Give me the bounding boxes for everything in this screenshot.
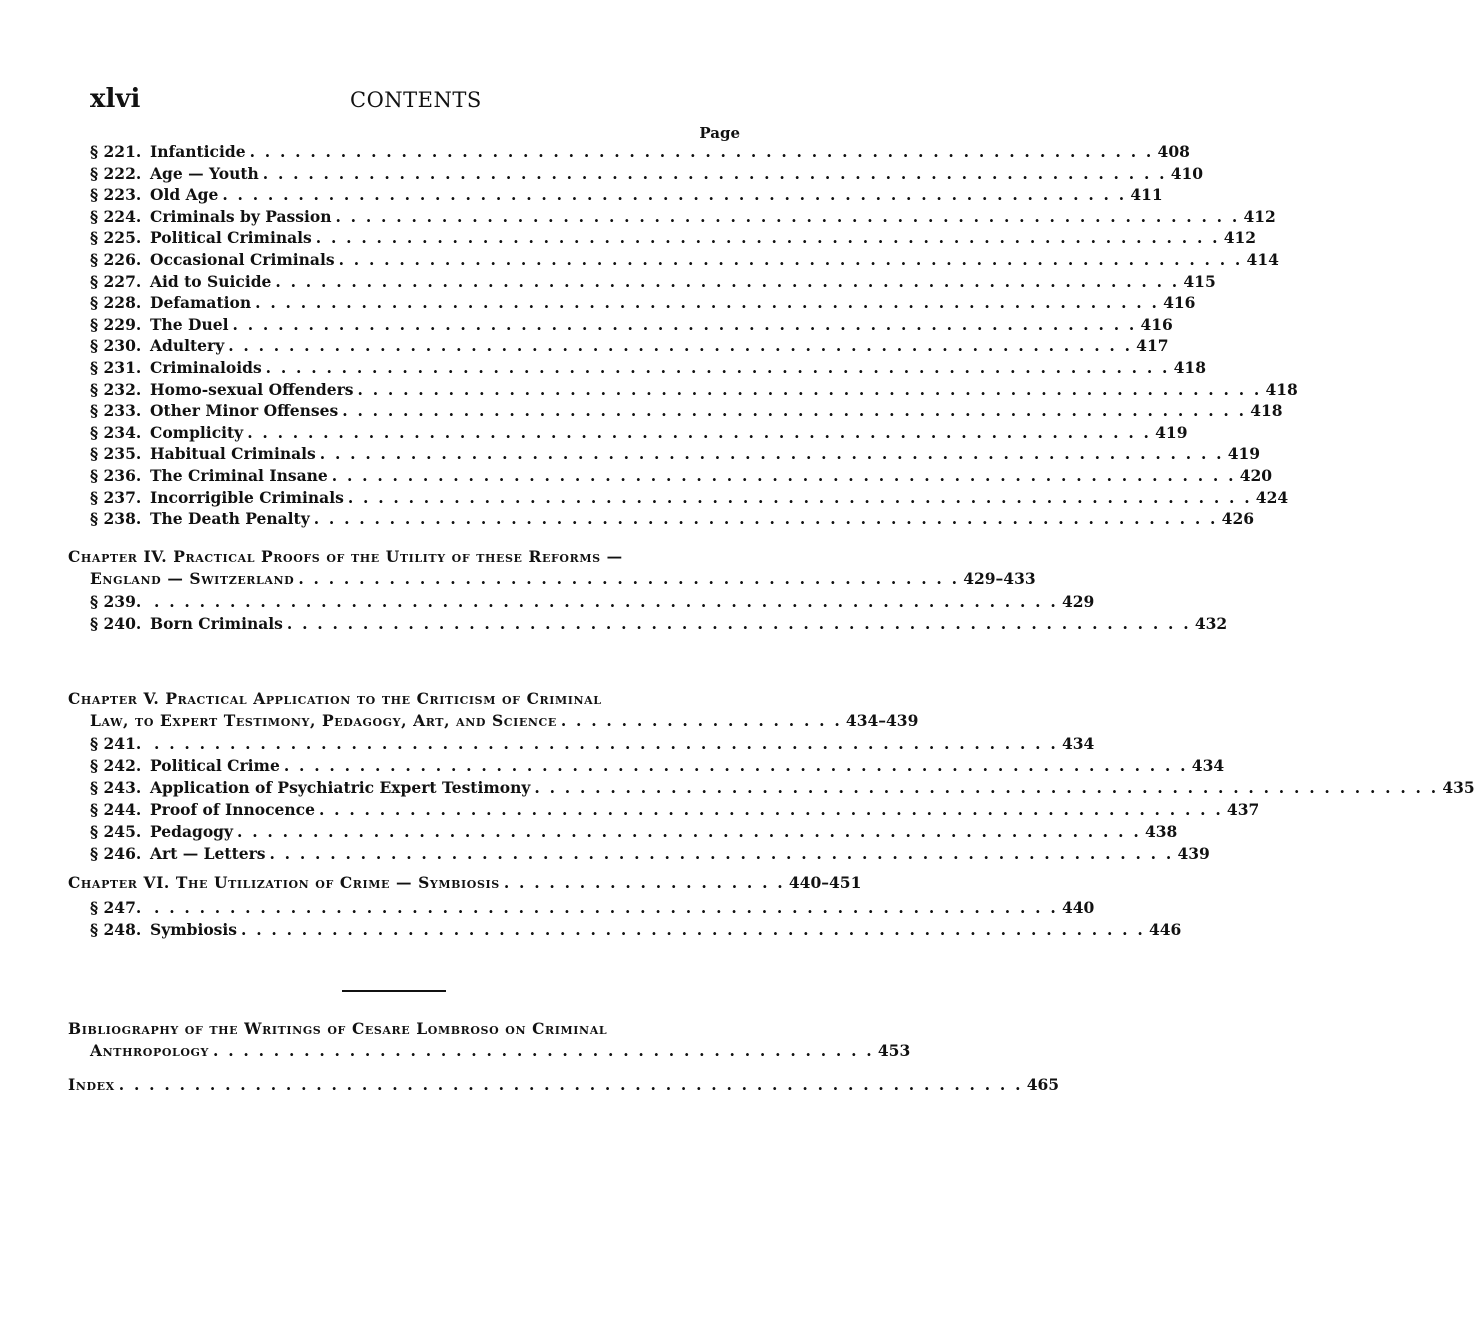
section-number: § 242. xyxy=(90,756,142,775)
toc-entry xyxy=(90,734,1095,756)
leader-dots: . . . . . . . . . . . . . . . . . . . . . . . . . . . . . . . . . . . . . . . . . . . . . . . . . . . . . . . . . . . . xyxy=(255,293,1160,313)
bibliography-title-line2 xyxy=(68,1040,911,1062)
chapter-6-pages: 440–451 xyxy=(788,873,862,892)
section-title: Incorrigible Criminals xyxy=(150,487,344,507)
page-number: 439 xyxy=(1177,844,1210,863)
bibliography-title-line1: Bibliography of the Writings of Cesare Lombroso on Criminal xyxy=(68,1019,608,1038)
section-title: Adultery xyxy=(150,336,225,356)
page-number: 410 xyxy=(1170,163,1204,183)
toc-entry xyxy=(90,444,1261,466)
page-number: 434 xyxy=(1061,734,1095,753)
page-number: 446 xyxy=(1148,920,1182,939)
page-number: 416 xyxy=(1163,293,1196,313)
section-title: Aid to Suicide xyxy=(150,271,272,291)
leader-dots: . . . . . . . . . . . . . . . . . . . . . . . . . . . . . . . . . . . . . . . . . . . . . . . . . . . . . . . . . . . . xyxy=(249,142,1154,161)
chapter-4-heading xyxy=(68,546,1036,590)
section-title: Born Criminals xyxy=(150,614,283,633)
chapter-5-title-line1: Chapter V. Practical Application to the Criticism of Criminal xyxy=(68,689,602,708)
toc-entry xyxy=(90,509,1255,531)
section-number: § 222. xyxy=(90,163,142,183)
page-number: 440 xyxy=(1061,898,1095,917)
section-title: Symbiosis xyxy=(150,920,238,939)
toc-entry xyxy=(90,401,1283,423)
section-number: § 231. xyxy=(90,358,142,377)
section-title: The Criminal Insane xyxy=(150,466,328,485)
chapter-4-title-line2 xyxy=(68,568,1036,590)
section-title: Criminaloids xyxy=(150,358,262,377)
leader-dots: . . . . . . . . . . . . . . . . . . . . . . . . . . . . . . . . . . . . . . . . . . . . . . . . . . . . . . . . . . . . xyxy=(283,756,1188,775)
leader-dots: . . . . . . . . . . . . . . . . . . . . . . . . . . . . . . . . . . . . . . . . . . . . . . . . . . . . . . . . . . . . xyxy=(118,1075,1023,1094)
leader-dots: . . . . . . . . . . . . . . . . . . . . . . . . . . . . . . . . . . . . . . . . . . . . . . . . . . . . . . . . . . . . xyxy=(331,466,1236,485)
leader-dots: . . . . . . . . . . . . . . . . . . . . . . . . . . . . . . . . . . . . . . . . . . . . . . . . . . . . . . . . . . . . xyxy=(222,185,1127,205)
section-number: § 225. xyxy=(90,228,142,248)
chapter-5-title-line2 xyxy=(68,710,919,732)
leader-dots: . . . . . . . . . . . . . . . . . . . . . . . . . . . . . . . . . . . . . . . . . . . . . . . . . . . . . . . . . . . . xyxy=(315,228,1220,248)
leader-dots: . . . . . . . . . . . . . . . . . . . . . . . . . . . . . . . . . . . . . . . . . . . . . . . . . . . . . . . . . . . . xyxy=(237,822,1141,841)
toc-entry xyxy=(90,142,1190,164)
toc-entry xyxy=(90,228,1257,250)
page-number: 424 xyxy=(1255,487,1289,507)
leader-dots: . . . . . . . . . . . . . . . . . . . xyxy=(503,873,785,892)
section-number: § 241. xyxy=(90,734,142,753)
toc-entry xyxy=(90,614,1228,636)
toc-entry xyxy=(90,271,1216,294)
page-number: 408 xyxy=(1157,142,1190,161)
bibliography-heading xyxy=(68,1018,911,1062)
section-title: The Duel xyxy=(150,314,229,334)
leader-dots: . . . . . . . . . . . . . . . . . . . . . . . . . . . . . . . . . . . . . . . . . . . . . . . . . . . . . . . . . . . . xyxy=(275,271,1180,291)
leader-dots: . . . . . . . . . . . . . . . . . . . . . . . . . . . . . . . . . . . . . . . . . . . . . . . . . . . . . . . . . . . . xyxy=(318,800,1223,819)
leader-dots: . . . . . . . . . . . . . . . . . . . . . . . . . . . . . . . . . . . . . . . . . . . . . . . . . . . . . . . . . . . . xyxy=(262,163,1167,183)
leader-dots: . . . . . . . . . . . . . . . . . . . . . . . . . . . . . . . . . . . . . . . . . . . . xyxy=(213,1041,874,1060)
section-number: § 226. xyxy=(90,250,142,269)
leader-dots: . . . . . . . . . . . . . . . . . . . . . . . . . . . . . . . . . . . . . . . . . . . . . . . . . . . . . . . . . . . . xyxy=(319,444,1224,464)
section-number: § 221. xyxy=(90,142,142,161)
running-title: CONTENTS xyxy=(350,88,482,112)
leader-dots: . . . . . . . . . . . . . . . . . . . . . . . . . . . . . . . . . . . . . . . . . . . . . . . . . . . . . . . . . . . . xyxy=(286,614,1191,633)
page-number: 418 xyxy=(1265,379,1298,399)
leader-dots: . . . . . . . . . . . . . . . . . . . . . . . . . . . . . . . . . . . . . . . . . . . . . . . . . . . . . . . . . . . . xyxy=(313,509,1218,529)
section-number: § 232. xyxy=(90,379,142,399)
leader-dots: . . . . . . . . . . . . . . . . . . . . . . . . . . . . . . . . . . . . . . . . . . . . . . . . . . . . . . . . . . . . xyxy=(534,778,1439,797)
toc-entry xyxy=(90,293,1196,315)
toc-entry xyxy=(90,822,1178,844)
toc-entry xyxy=(90,920,1182,942)
toc-entry xyxy=(90,466,1273,488)
page-number: 419 xyxy=(1155,422,1188,442)
section-number: § 236. xyxy=(90,466,142,485)
leader-dots: . . . . . . . . . . . . . . . . . . . . . . . . . . . . . . . . . . . . . . . . . . . . . . . . . . . . . . . . . . . . xyxy=(269,844,1174,863)
toc-entry xyxy=(90,487,1289,510)
chapter-6-heading xyxy=(68,872,862,894)
section-number: § 246. xyxy=(90,844,142,863)
section-title: Other Minor Offenses xyxy=(150,401,339,421)
page-column-label: Page xyxy=(699,124,740,142)
page-number: 418 xyxy=(1250,401,1283,421)
section-title: Art — Letters xyxy=(150,844,266,863)
page-number: 411 xyxy=(1130,185,1163,205)
section-number: § 239. xyxy=(90,592,142,611)
section-title: Infanticide xyxy=(150,142,246,161)
leader-dots: . . . . . . . . . . . . . . . . . . . . . . . . . . . . . . . . . . . . . . . . . . . . xyxy=(298,569,960,588)
section-number: § 243. xyxy=(90,778,142,797)
toc-entry xyxy=(90,379,1298,402)
page-number: 412 xyxy=(1243,206,1276,226)
toc-entry xyxy=(90,314,1173,337)
page-number: 414 xyxy=(1246,250,1279,269)
section-number: § 228. xyxy=(90,293,142,313)
section-title: Old Age xyxy=(150,185,219,205)
section-title: Occasional Criminals xyxy=(150,250,335,269)
section-title: Habitual Criminals xyxy=(150,444,316,464)
toc-entry xyxy=(90,800,1260,822)
toc-entry xyxy=(90,250,1279,272)
chapter-6-title-line xyxy=(68,872,862,894)
section-number: § 227. xyxy=(90,271,142,291)
page-number: 426 xyxy=(1221,509,1255,529)
toc-entry xyxy=(90,898,1095,920)
section-number: § 224. xyxy=(90,206,142,226)
leader-dots: . . . . . . . . . . . . . . . . . . . . . . . . . . . . . . . . . . . . . . . . . . . . . . . . . . . . . . . . . . . . xyxy=(247,422,1152,442)
section-number: § 233. xyxy=(90,401,142,421)
leader-dots: . . . . . . . . . . . . . . . . . . . . . . . . . . . . . . . . . . . . . . . . . . . . . . . . . . . . . . . . . . . . xyxy=(342,401,1247,421)
toc-entry xyxy=(90,206,1276,229)
page-number: 434 xyxy=(1191,756,1225,775)
page-number: 429 xyxy=(1061,592,1095,611)
index-page: 465 xyxy=(1026,1075,1060,1094)
section-title: Age — Youth xyxy=(150,163,259,183)
chapter-5-pages: 434–439 xyxy=(845,711,919,730)
section-number: § 247. xyxy=(90,898,142,917)
page-header xyxy=(90,84,740,118)
leader-dots: . . . . . . . . . . . . . . . . . . . . . . . . . . . . . . . . . . . . . . . . . . . . . . . . . . . . . . . . . . . . xyxy=(154,592,1058,611)
leader-dots: . . . . . . . . . . . . . . . . . . . . . . . . . . . . . . . . . . . . . . . . . . . . . . . . . . . . . . . . . . . . xyxy=(347,487,1252,507)
chapter-4-title-line1: Chapter IV. Practical Proofs of the Utility of these Reforms — xyxy=(68,547,623,566)
leader-dots: . . . . . . . . . . . . . . . . . . . xyxy=(560,711,842,730)
leader-dots: . . . . . . . . . . . . . . . . . . . . . . . . . . . . . . . . . . . . . . . . . . . . . . . . . . . . . . . . . . . . xyxy=(357,379,1262,399)
section-number: § 229. xyxy=(90,314,142,334)
section-number: § 238. xyxy=(90,509,142,529)
page-number: 418 xyxy=(1173,358,1206,377)
toc-entry xyxy=(90,336,1169,358)
toc-entry xyxy=(90,756,1225,778)
leader-dots: . . . . . . . . . . . . . . . . . . . . . . . . . . . . . . . . . . . . . . . . . . . . . . . . . . . . . . . . . . . . xyxy=(241,920,1145,939)
toc-entry xyxy=(90,185,1163,207)
page-number: 412 xyxy=(1223,228,1257,248)
toc-entry xyxy=(90,163,1204,186)
page-number: 438 xyxy=(1144,822,1178,841)
section-title: Application of Psychiatric Expert Testimony xyxy=(150,778,531,797)
leader-dots: . . . . . . . . . . . . . . . . . . . . . . . . . . . . . . . . . . . . . . . . . . . . . . . . . . . . . . . . . . . . xyxy=(154,734,1058,753)
section-number: § 223. xyxy=(90,185,142,205)
page-number: 435 xyxy=(1442,778,1475,797)
bibliography-subtitle: Anthropology xyxy=(90,1041,209,1060)
section-number: § 237. xyxy=(90,487,142,507)
section-title: Proof of Innocence xyxy=(150,800,315,819)
section-number: § 235. xyxy=(90,444,142,464)
leader-dots: . . . . . . . . . . . . . . . . . . . . . . . . . . . . . . . . . . . . . . . . . . . . . . . . . . . . . . . . . . . . xyxy=(265,358,1170,377)
page-number: 432 xyxy=(1194,614,1228,633)
page-number: 420 xyxy=(1239,466,1273,485)
section-title: Homo-sexual Offenders xyxy=(150,379,354,399)
page-number: 416 xyxy=(1140,314,1173,334)
section-title: The Death Penalty xyxy=(150,509,310,529)
chapter-5-heading xyxy=(68,688,919,732)
index-heading xyxy=(68,1074,1060,1096)
chapter-6-title: Chapter VI. The Utilization of Crime — Symbiosis xyxy=(68,873,500,892)
toc-entry xyxy=(90,844,1210,866)
page-number: 419 xyxy=(1227,444,1261,464)
chapter-5-subtitle: Law, to Expert Testimony, Pedagogy, Art, and Science xyxy=(90,711,557,730)
section-number: § 248. xyxy=(90,920,142,939)
chapter-4-subtitle: England — Switzerland xyxy=(90,569,295,588)
section-number: § 230. xyxy=(90,336,142,356)
section-title: Complicity xyxy=(150,422,244,442)
section-divider-rule xyxy=(342,990,446,992)
bibliography-page: 453 xyxy=(877,1041,911,1060)
page-number: 415 xyxy=(1183,271,1216,291)
toc-entry xyxy=(90,358,1206,380)
chapter-4-pages: 429–433 xyxy=(963,569,1036,588)
section-title: Pedagogy xyxy=(150,822,234,841)
index-line xyxy=(68,1074,1060,1096)
section-number: § 245. xyxy=(90,822,142,841)
section-number: § 244. xyxy=(90,800,142,819)
leader-dots: . . . . . . . . . . . . . . . . . . . . . . . . . . . . . . . . . . . . . . . . . . . . . . . . . . . . . . . . . . . . xyxy=(228,336,1133,356)
leader-dots: . . . . . . . . . . . . . . . . . . . . . . . . . . . . . . . . . . . . . . . . . . . . . . . . . . . . . . . . . . . . xyxy=(335,206,1240,226)
section-title: Criminals by Passion xyxy=(150,206,332,226)
section-title: Political Criminals xyxy=(150,228,312,248)
toc-entry xyxy=(90,592,1095,614)
leader-dots: . . . . . . . . . . . . . . . . . . . . . . . . . . . . . . . . . . . . . . . . . . . . . . . . . . . . . . . . . . . . xyxy=(338,250,1243,269)
section-title: Defamation xyxy=(150,293,252,313)
folio-number: xlvi xyxy=(90,84,141,114)
page-number: 437 xyxy=(1226,800,1260,819)
page-number: 417 xyxy=(1136,336,1169,356)
toc-entry xyxy=(90,422,1188,445)
section-title: Political Crime xyxy=(150,756,280,775)
toc-entry xyxy=(90,778,1475,800)
index-title: Index xyxy=(68,1075,115,1094)
section-number: § 240. xyxy=(90,614,142,633)
leader-dots: . . . . . . . . . . . . . . . . . . . . . . . . . . . . . . . . . . . . . . . . . . . . . . . . . . . . . . . . . . . . xyxy=(232,314,1137,334)
section-number: § 234. xyxy=(90,422,142,442)
leader-dots: . . . . . . . . . . . . . . . . . . . . . . . . . . . . . . . . . . . . . . . . . . . . . . . . . . . . . . . . . . . . xyxy=(154,898,1058,917)
